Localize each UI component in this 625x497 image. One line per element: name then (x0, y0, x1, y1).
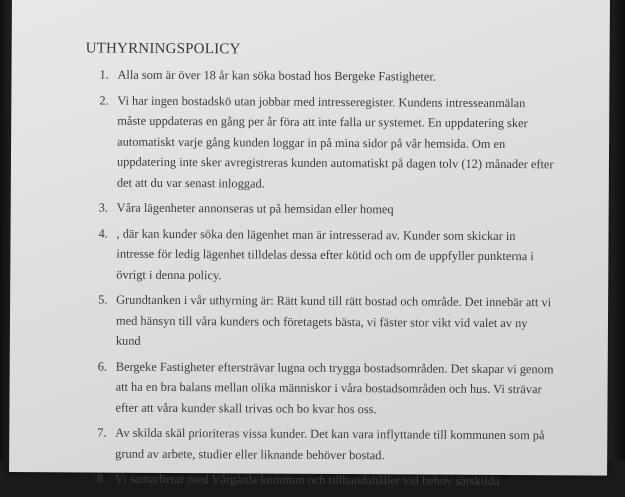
item-text: Av skilda skäl prioriteras vissa kunder. Det kan vara inflyttande till kommunen som på grund av arbete, studier eller liknande behöver bostad. (115, 425, 545, 462)
item-text: , där kan kunder söka den lägenhet man är intresserad av. Kunder som skickar in intresse för ledig lägenhet tilldelas dessa efter kötid och om de uppfyller punkterna i övrigt i denna policy. (116, 226, 534, 282)
item-number: 7. (97, 425, 107, 440)
policy-item-4 (84, 223, 554, 287)
policy-item-3 (85, 197, 555, 220)
item-number: 8. (96, 471, 107, 486)
document-title: UTHYRNINGSPOLICY (85, 40, 241, 58)
item-number: 6. (97, 359, 108, 374)
policy-item-8 (83, 468, 553, 491)
policy-list (83, 64, 556, 496)
background-right-edge (607, 0, 625, 460)
item-text: Vi samarbetar med Vårgårda kommun och tillhandahåller vid behov särskilda (114, 471, 500, 488)
policy-item-1 (85, 64, 555, 87)
item-number: 3. (98, 200, 109, 215)
policy-item-5 (84, 289, 554, 353)
item-text: Våra lägenheter annonseras ut på hemsidan eller homeq (116, 200, 394, 217)
item-number: 2. (99, 93, 109, 108)
item-text: Grundtanken i vår uthyrning är: Rätt kund till rätt bostad och område. Det innebär att vi med hänsyn till våra kunders och företagets bästa, vi fäster stor vikt vid valet av ny kund (115, 292, 552, 348)
item-text: Bergeke Fastigheter eftersträvar lugna och trygga bostadsområden. Det skapar vi genom att ha en bra balans mellan olika människor i våra bostadsområden och hus. Vi strävar efter att våra kunder skall trivas och bo kvar hos oss. (115, 359, 554, 416)
policy-item-6 (83, 356, 553, 420)
item-number: 5. (98, 292, 108, 307)
item-text: Vi har ingen bostadskö utan jobbar med intresseregister. Kundens intresseanmälan måste uppdateras en gång per år föra att inte falla ur systemet. En uppdatering sker automatiskt varje gång kunden loggar in på mina sidor på vår hemsida. Om en uppdatering inte sker avregistreras kunden automatiskt på dagen tolv (12) månader efter det att du var senast inloggad. (116, 93, 554, 191)
item-number: 1. (99, 67, 109, 82)
item-text: Alla som är över 18 år kan söka bostad hos Bergeke Fastigheter. (117, 67, 436, 84)
policy-item-7 (83, 422, 553, 466)
cropped-heading-remnant (122, 0, 352, 2)
document-page (9, 0, 610, 488)
item-number: 4. (98, 226, 108, 241)
policy-item-2 (85, 90, 556, 195)
